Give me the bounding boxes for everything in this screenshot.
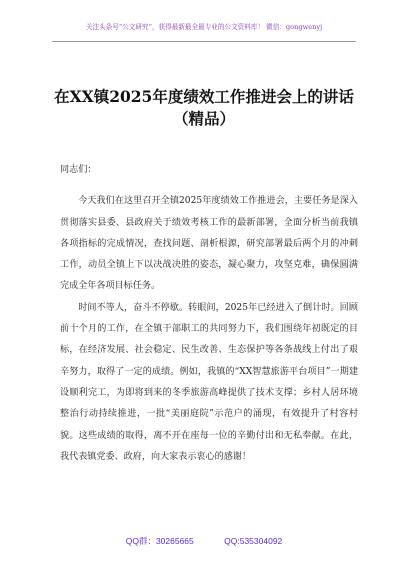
greeting: 同志们： bbox=[60, 165, 97, 175]
document-body bbox=[60, 160, 358, 468]
paragraph: 今天我们在这里召开全镇2025年度绩效工作推进会，主要任务是深入贯彻落实县委、县政府关于绩效考核工作的最新部署，全面分析当前我镇各项指标的完成情况，查找问题、剖析根源，研究部署最后两个月的冲刺工作，动员全镇上下以决战决胜的姿态，凝心聚力，攻坚克难，确保圆满完成全年各项目标任务。 bbox=[60, 196, 358, 292]
header-divider bbox=[52, 41, 356, 42]
document-title: 在XX镇2025年度绩效工作推进会上的讲话（精品） bbox=[54, 87, 354, 128]
footer-qq-group: QQ群：30265665 bbox=[125, 536, 194, 546]
paragraph: 时间不等人，奋斗不停歇。转眼间，2025年已经进入了倒计时。回顾前十个月的工作，在全镇干部职工的共同努力下，我们围绕年初既定的目标，在经济发展、社会稳定、民生改善、生态保护等各条战线上付出了艰辛努力，取得了一定的成绩。例如，我镇的“XX智慧旅游平台项目”一期建设顺利完工，为即将到来的冬季旅游高峰提供了技术支撑；乡村人居环境整治行动持续推进，一批“美丽庭院”示范户的涌现，有效提升了村容村貌。这些成绩的取得，离不开在座每一位的辛勤付出和无私奉献。在此，我代表镇党委、政府，向大家表示衷心的感谢！ bbox=[60, 302, 358, 462]
footer-contact bbox=[0, 535, 408, 547]
header-banner: 关注头条号“公文研究”，获得最新最全最专业的公文资料库！ 微信：gongwenyj bbox=[85, 23, 323, 31]
footer-qq: QQ:535304092 bbox=[224, 536, 283, 546]
